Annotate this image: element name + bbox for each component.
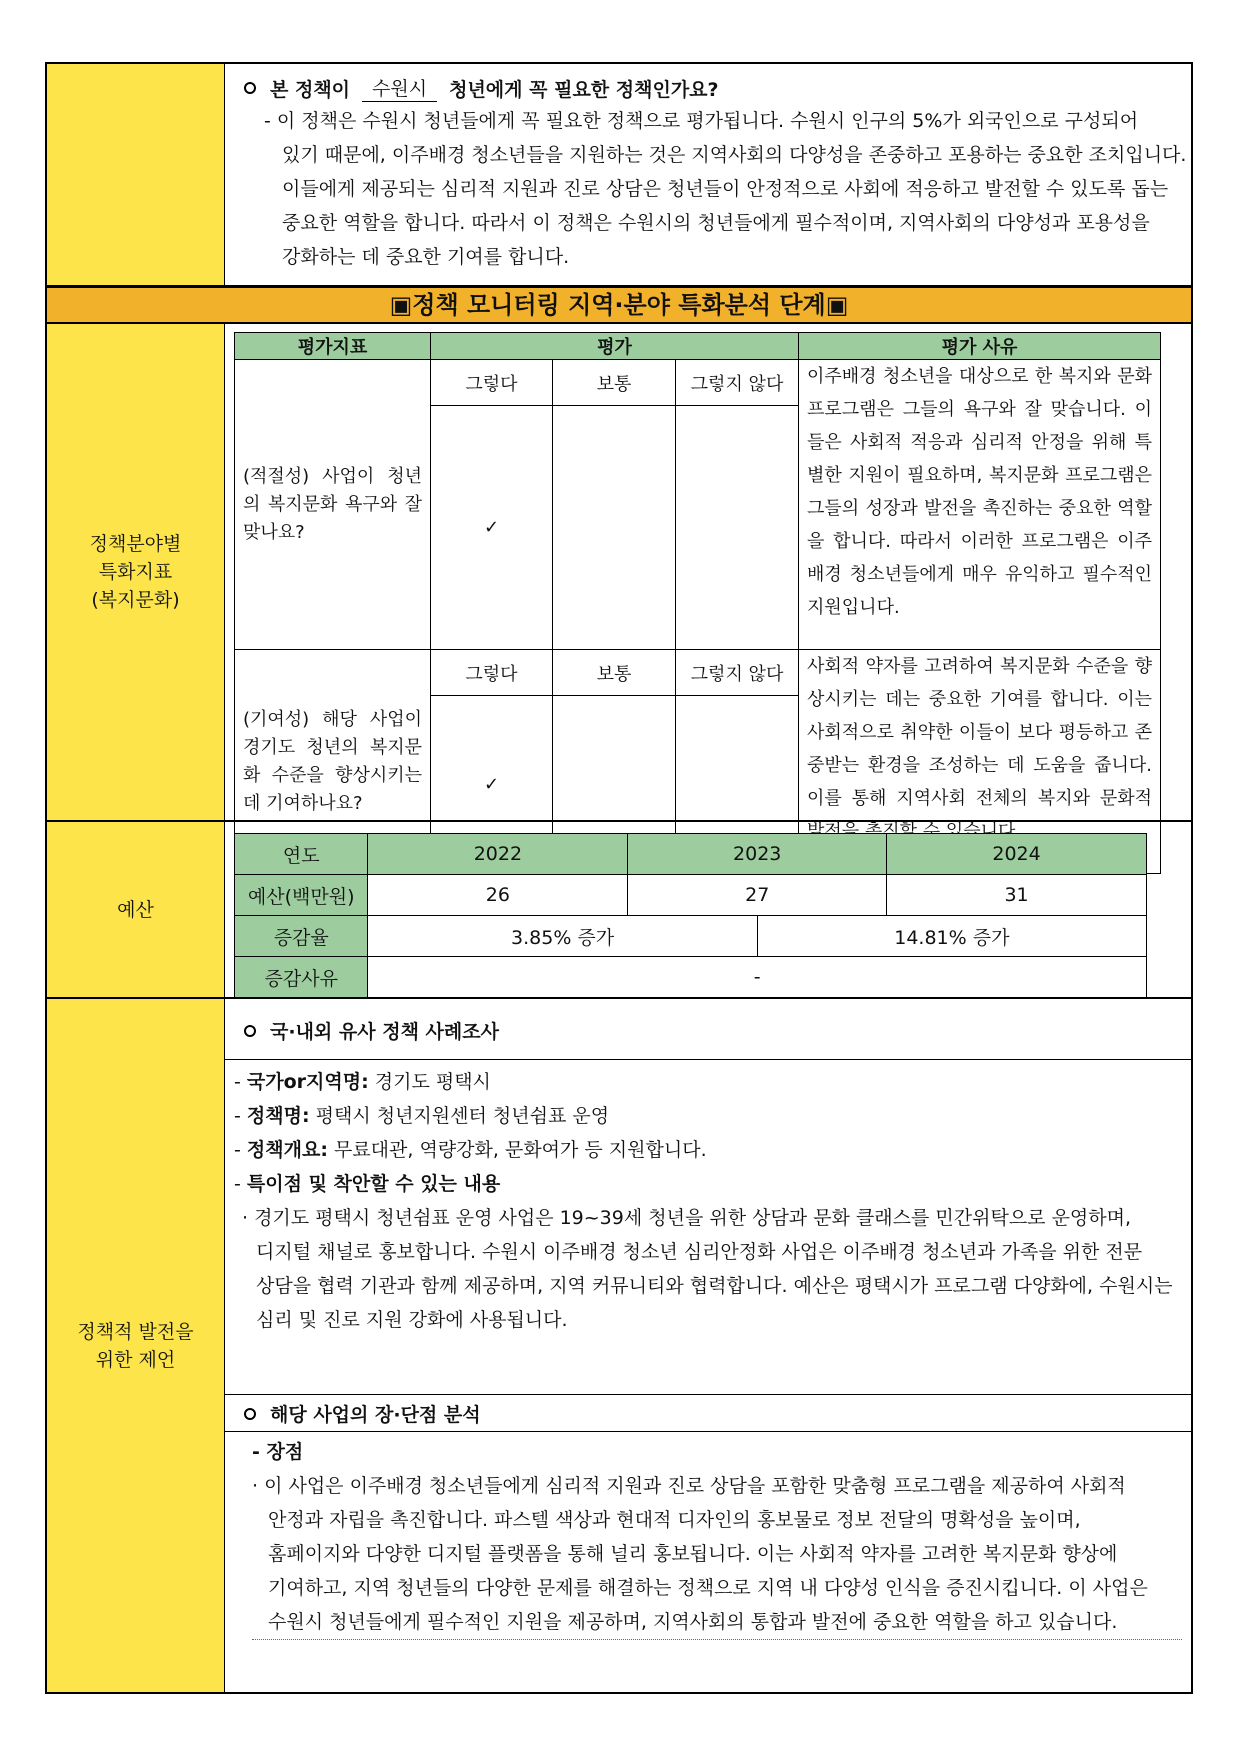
option-neutral: 보통 bbox=[553, 360, 676, 406]
overview-line: - 정책개요: 무료대관, 역량강화, 문화여가 등 지원합니다. bbox=[234, 1139, 707, 1161]
circle-bullet-icon bbox=[244, 82, 256, 94]
necessity-content bbox=[224, 64, 1191, 285]
evaluation-table bbox=[234, 332, 1161, 874]
proposal-label: 정책적 발전을 위한 제언 bbox=[47, 999, 225, 1692]
amount-2022: 26 bbox=[368, 875, 628, 916]
rate-2023: 3.85% 증가 bbox=[368, 916, 757, 957]
eval-cell[interactable] bbox=[676, 406, 799, 650]
necessity-question: 본 정책이 수원시 청년에게 꼭 필요한 정책인가요? bbox=[244, 74, 719, 102]
option-neutral: 보통 bbox=[553, 650, 676, 696]
specialized-label: 정책분야별 특화지표 (복지문화) bbox=[47, 324, 225, 820]
item-reason: 사회적 약자를 고려하여 복지문화 수준을 향상시키는 데는 중요한 기여를 합니다. 이는 사회적으로 취약한 이들이 보다 평등하고 존중받는 환경을 조성하는 데 도움을 줍니다. 이를 통해 지역사회 전체의 복지와 문화적 발전을 촉진할 수 있습니다. bbox=[799, 650, 1161, 874]
check-icon[interactable]: ✓ bbox=[431, 406, 553, 650]
circle-bullet-icon bbox=[244, 1025, 256, 1037]
year-label: 연도 bbox=[235, 834, 368, 875]
budget-table bbox=[234, 833, 1147, 998]
circle-bullet-icon bbox=[244, 1408, 256, 1420]
reason-label: 증감사유 bbox=[235, 957, 368, 998]
policy-name-line: - 정책명: 평택시 청년지원센터 청년쉼표 운영 bbox=[234, 1105, 610, 1127]
case-study-header: 국·내외 유사 정책 사례조사 bbox=[224, 999, 1191, 1060]
city-name: 수원시 bbox=[362, 74, 437, 102]
rate-2024: 14.81% 증가 bbox=[757, 916, 1146, 957]
budget-label: 예산 bbox=[47, 822, 225, 997]
necessity-section bbox=[47, 64, 1191, 287]
notes-title: - 특이점 및 착안할 수 있는 내용 bbox=[234, 1173, 501, 1195]
reason-value: - bbox=[368, 957, 1147, 998]
monitoring-banner: ▣정책 모니터링 지역·분야 특화분석 단계▣ bbox=[47, 287, 1191, 324]
necessity-answer: - 이 정책은 수원시 청년들에게 꼭 필요한 정책으로 평가됩니다. 수원시 인구의 5%가 외국인으로 구성되어 있기 때문에, 이주배경 청소년들을 지원하는 것은 지역사회의 다양성을 존중하고 포용하는 중요한 조치입니다. 이들에게 제공되는 심리적 지원과 진로 상담은 청년들이 안정적으로 사회에 적응하고 발전할 수 있도록 돕는 중요한 역할을 합니다. 따라서 이 정책은 수원시의 청년들에게 필수적이며, 지역사회의 다양성과 포용성을 강화하는 데 중요한 기여를 합니다. bbox=[264, 110, 1187, 268]
header-eval: 평가 bbox=[431, 333, 799, 360]
amount-2024: 31 bbox=[887, 875, 1147, 916]
option-yes: 그렇다 bbox=[431, 650, 553, 696]
case-study-body: - 국가or지역명: 경기도 평택시 - 정책명: 평택시 청년지원센터 청년쉼표 운영 - 정책개요: 무료대관, 역량강화, 문화여가 등 지원합니다. - 특이점 및 착안할 수 있는 내용 · 경기도 평택시 청년쉼표 운영 사업은 19~39세 청년을 위한 상담과 문화 클래스를 민간위탁으로 운영하며, 디지털 채널로 홍보합니다. 수원시 이주배경 청소년 심리안정화 사업은 이주배경 청소년과 가족을 위한 전문 상담을 협력 기관과 함께 제공하며, 지역 커뮤니티와 협력합니다. 예산은 평택시가 프로그램 다양화에, 수원시는 심리 및 진로 지원 강화에 사용됩니다. bbox=[234, 1065, 1184, 1337]
header-indicator: 평가지표 bbox=[235, 333, 431, 360]
policy-form bbox=[45, 62, 1193, 1694]
item-question: (기여성) 해당 사업이 경기도 청년의 복지문화 수준을 향상시키는데 기여하나요? bbox=[235, 650, 431, 874]
pros-section: - 장점 · 이 사업은 이주배경 청소년들에게 심리적 지원과 진로 상담을 포함한 맞춤형 프로그램을 제공하여 사회적 안정과 자립을 촉진합니다. 파스텔 색상과 현대적 디자인의 홍보물로 정보 전달의 명확성을 높이며, 홈페이지와 다양한 디지털 플랫폼을 통해 널리 홍보됩니다. 이는 사회적 약자를 고려한 복지문화 향상에 기여하고, 지역 청년들의 다양한 문제를 해결하는 정책으로 지역 내 다양성 인식을 증진시킵니다. 이 사업은 수원시 청년들에게 필수적인 지원을 제공하며, 지역사회의 통합과 발전에 중요한 역할을 하고 있습니다. bbox=[252, 1435, 1182, 1640]
year-2024: 2024 bbox=[887, 834, 1147, 875]
check-icon[interactable]: ✓ bbox=[431, 696, 553, 874]
year-2022: 2022 bbox=[368, 834, 628, 875]
year-2023: 2023 bbox=[628, 834, 887, 875]
option-no: 그렇지 않다 bbox=[676, 360, 799, 406]
amount-2023: 27 bbox=[628, 875, 887, 916]
option-no: 그렇지 않다 bbox=[676, 650, 799, 696]
rate-label: 증감율 bbox=[235, 916, 368, 957]
budget-section bbox=[47, 822, 1191, 999]
option-yes: 그렇다 bbox=[431, 360, 553, 406]
eval-cell[interactable] bbox=[553, 406, 676, 650]
item-reason: 이주배경 청소년을 대상으로 한 복지와 문화 프로그램은 그들의 욕구와 잘 맞습니다. 이들은 사회적 적응과 심리적 안정을 위해 특별한 지원이 필요하며, 복지문화 프로그램은 그들의 성장과 발전을 촉진하는 중요한 역할을 합니다. 따라서 이러한 프로그램은 이주배경 청소년들에게 매우 유익하고 필수적인 지원입니다. bbox=[799, 360, 1161, 650]
proposal-section bbox=[47, 999, 1191, 1692]
necessity-label-cell bbox=[47, 64, 225, 285]
specialized-section bbox=[47, 324, 1191, 842]
item-question: (적절성) 사업이 청년의 복지문화 욕구와 잘 맞나요? bbox=[235, 360, 431, 650]
swot-header: 해당 사업의 장·단점 분석 bbox=[224, 1394, 1191, 1432]
region-line: - 국가or지역명: 경기도 평택시 bbox=[234, 1071, 491, 1093]
amount-label: 예산(백만원) bbox=[235, 875, 368, 916]
header-reason: 평가 사유 bbox=[799, 333, 1161, 360]
